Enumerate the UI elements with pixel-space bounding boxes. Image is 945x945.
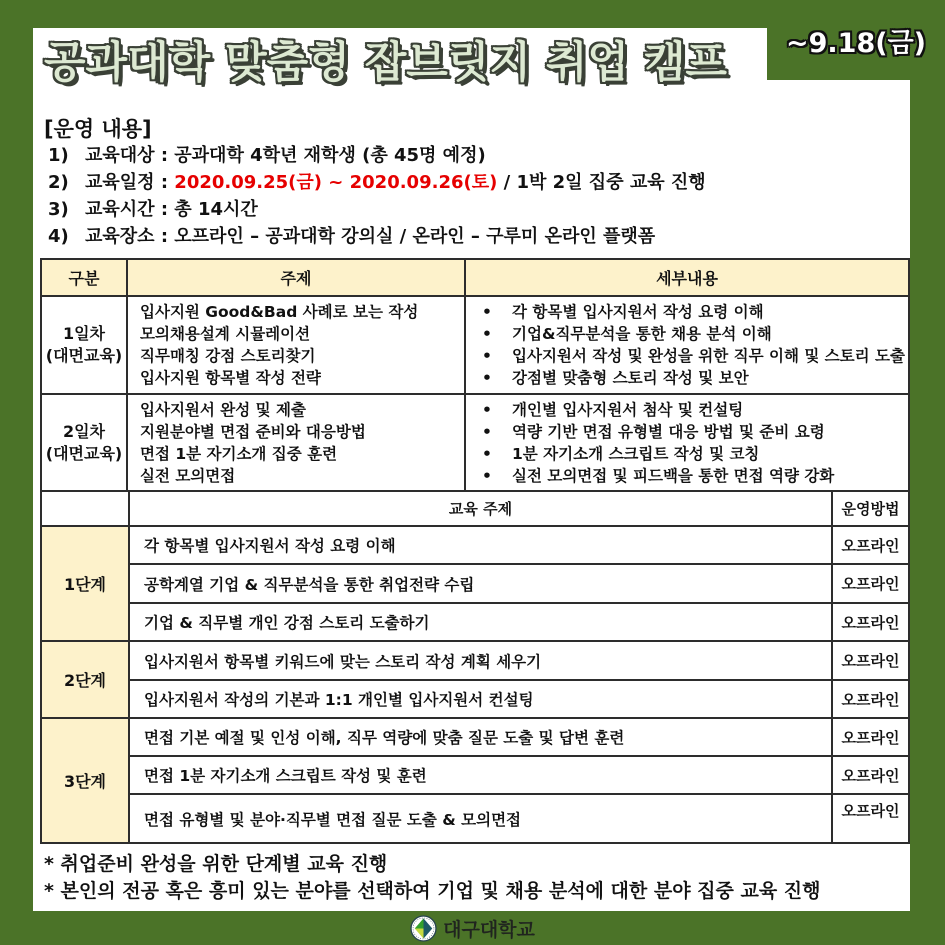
stage-header-method: 운영방법 — [832, 491, 909, 526]
bullet-icon: • — [482, 369, 492, 387]
overview-item-number: 4) — [48, 226, 69, 247]
bullet-icon: • — [482, 325, 492, 343]
stage-row — [41, 680, 909, 718]
stage-method: 오프라인 — [832, 718, 909, 756]
schedule-row-day1 — [41, 296, 909, 394]
stage-method: 오프라인 — [832, 641, 909, 680]
overview-item-text — [85, 196, 258, 223]
topic-line: 입사지원서 완성 및 제출 — [140, 401, 306, 419]
stage-header-row — [41, 491, 909, 526]
detail-line — [467, 443, 907, 465]
footer-bar — [0, 911, 945, 945]
schedule-table — [40, 258, 910, 493]
page-title: 공과대학 맞춤형 잡브릿지 취업 캠프 — [44, 38, 727, 88]
overview-heading: [운영 내용] — [44, 117, 152, 141]
bullet-icon: • — [482, 423, 492, 441]
stage-topic: 각 항목별 입사지원서 작성 요령 이해 — [129, 526, 832, 564]
topic-line: 입사지원 항목별 작성 전략 — [140, 369, 321, 387]
overview-item — [48, 142, 888, 169]
detail-text: 개인별 입사지원서 첨삭 및 컨설팅 — [512, 401, 744, 419]
stage-row — [41, 641, 909, 680]
detail-line — [467, 465, 907, 487]
day-mode: (대면교육) — [45, 444, 123, 463]
overview-item-post: / 1박 2일 집중 교육 진행 — [497, 172, 706, 193]
bullet-icon: • — [482, 445, 492, 463]
schedule-detail-cell — [465, 296, 909, 394]
university-name: 대구대학교 — [443, 918, 535, 941]
footnote-line: * 취업준비 완성을 위한 단계별 교육 진행 — [44, 853, 388, 875]
schedule-day-cell — [41, 296, 127, 394]
stage-header-topic: 교육 주제 — [129, 491, 832, 526]
overview-item-number: 3) — [48, 199, 69, 220]
schedule-row-day2 — [41, 394, 909, 492]
schedule-topic-cell — [127, 296, 465, 394]
schedule-header-topic: 주제 — [127, 259, 465, 296]
bullet-icon: • — [482, 467, 492, 485]
topic-line: 실전 모의면접 — [140, 467, 236, 485]
stage-topic: 입사지원서 항목별 키워드에 맞는 스토리 작성 계획 세우기 — [129, 641, 832, 680]
stage-topic: 면접 유형별 및 분야·직무별 면접 질문 도출 & 모의면접 — [129, 794, 832, 843]
stage-topic: 공학계열 기업 & 직무분석을 통한 취업전략 수립 — [129, 564, 832, 603]
topic-line: 모의채용설계 시뮬레이션 — [140, 325, 311, 343]
overview-item-text — [85, 142, 486, 169]
overview-item-pre: 교육장소 : 오프라인 – 공과대학 강의실 / 온라인 – 구루미 온라인 플랫폼 — [85, 226, 656, 247]
stage-topic: 기업 & 직무별 개인 강점 스토리 도출하기 — [129, 603, 832, 641]
stage-method: 오프라인 — [832, 756, 909, 794]
detail-text: 역량 기반 면접 유형별 대응 방법 및 준비 요령 — [512, 423, 825, 441]
bullet-icon: • — [482, 347, 492, 365]
overview-item-pre: 교육대상 : 공과대학 4학년 재학생 (총 45명 예정) — [85, 145, 486, 166]
day-mode: (대면교육) — [45, 346, 123, 365]
stage-topic: 면접 기본 예절 및 인성 이해, 직무 역량에 맞춤 질문 도출 및 답변 훈련 — [129, 718, 832, 756]
stage-label: 2단계 — [41, 641, 129, 718]
schedule-detail-cell — [465, 394, 909, 492]
detail-line — [467, 301, 907, 323]
detail-line — [467, 399, 907, 421]
detail-text: 강점별 맞춤형 스토리 작성 및 보안 — [512, 369, 749, 387]
stage-row — [41, 526, 909, 564]
detail-text: 기업&직무분석을 통한 채용 분석 이해 — [512, 325, 772, 343]
stage-topic: 면접 1분 자기소개 스크립트 작성 및 훈련 — [129, 756, 832, 794]
footnote-line: * 본인의 전공 혹은 흥미 있는 분야를 선택하여 기업 및 채용 분석에 대한 분야 집중 교육 진행 — [44, 880, 821, 902]
overview-item-number: 2) — [48, 172, 69, 193]
detail-line — [467, 367, 907, 389]
detail-line — [467, 345, 907, 367]
topic-line: 입사지원 Good&Bad 사례로 보는 작성 — [140, 303, 419, 321]
day-label: 1일차 — [62, 323, 106, 343]
schedule-topic-cell — [127, 394, 465, 492]
detail-text: 1분 자기소개 스크립트 작성 및 코칭 — [512, 445, 760, 463]
detail-line — [467, 323, 907, 345]
overview-item — [48, 169, 888, 196]
schedule-header-detail: 세부내용 — [465, 259, 909, 296]
topic-line: 직무매칭 강점 스토리찾기 — [140, 347, 316, 365]
overview-item — [48, 223, 888, 250]
university-seal-icon — [410, 915, 437, 942]
schedule-header-gubun: 구분 — [41, 259, 127, 296]
schedule-day-cell — [41, 394, 127, 492]
topic-line: 면접 1분 자기소개 집중 훈련 — [140, 445, 338, 463]
footnotes — [44, 851, 821, 905]
overview-item-pre: 교육일정 : — [85, 172, 175, 193]
stage-label: 1단계 — [41, 526, 129, 641]
overview-item-text — [85, 169, 706, 196]
stage-table — [40, 490, 910, 844]
overview-item-pre: 교육시간 : 총 14시간 — [85, 199, 258, 220]
stage-method: 오프라인 — [832, 680, 909, 718]
stage-label: 3단계 — [41, 718, 129, 843]
overview-item-highlight: 2020.09.25(금) ~ 2020.09.26(토) — [174, 172, 498, 193]
stage-row — [41, 794, 909, 843]
topic-line: 지원분야별 면접 준비와 대응방법 — [140, 423, 366, 441]
bullet-icon: • — [482, 303, 492, 321]
detail-text: 실전 모의면접 및 피드백을 통한 면접 역량 강화 — [512, 467, 835, 485]
detail-text: 입사지원서 작성 및 완성을 위한 직무 이해 및 스토리 도출 — [512, 347, 905, 365]
schedule-header-row — [41, 259, 909, 296]
stage-row — [41, 603, 909, 641]
overview-list — [48, 142, 888, 250]
detail-line — [467, 421, 907, 443]
day-label: 2일차 — [62, 421, 106, 441]
stage-row — [41, 718, 909, 756]
stage-row — [41, 756, 909, 794]
stage-row — [41, 564, 909, 603]
detail-text: 각 항목별 입사지원서 작성 요령 이해 — [512, 303, 764, 321]
bullet-icon: • — [482, 401, 492, 419]
overview-item-text — [85, 223, 655, 250]
stage-header-empty — [41, 491, 129, 526]
deadline-badge — [767, 0, 945, 80]
stage-method: 오프라인 — [832, 603, 909, 641]
overview-item-number: 1) — [48, 145, 69, 166]
stage-method: 오프라인 — [832, 794, 909, 843]
stage-topic: 입사지원서 작성의 기본과 1:1 개인별 입사지원서 컨설팅 — [129, 680, 832, 718]
stage-method: 오프라인 — [832, 564, 909, 603]
overview-item — [48, 196, 888, 223]
stage-method: 오프라인 — [832, 526, 909, 564]
deadline-text: ~9.18(금) — [785, 27, 926, 59]
